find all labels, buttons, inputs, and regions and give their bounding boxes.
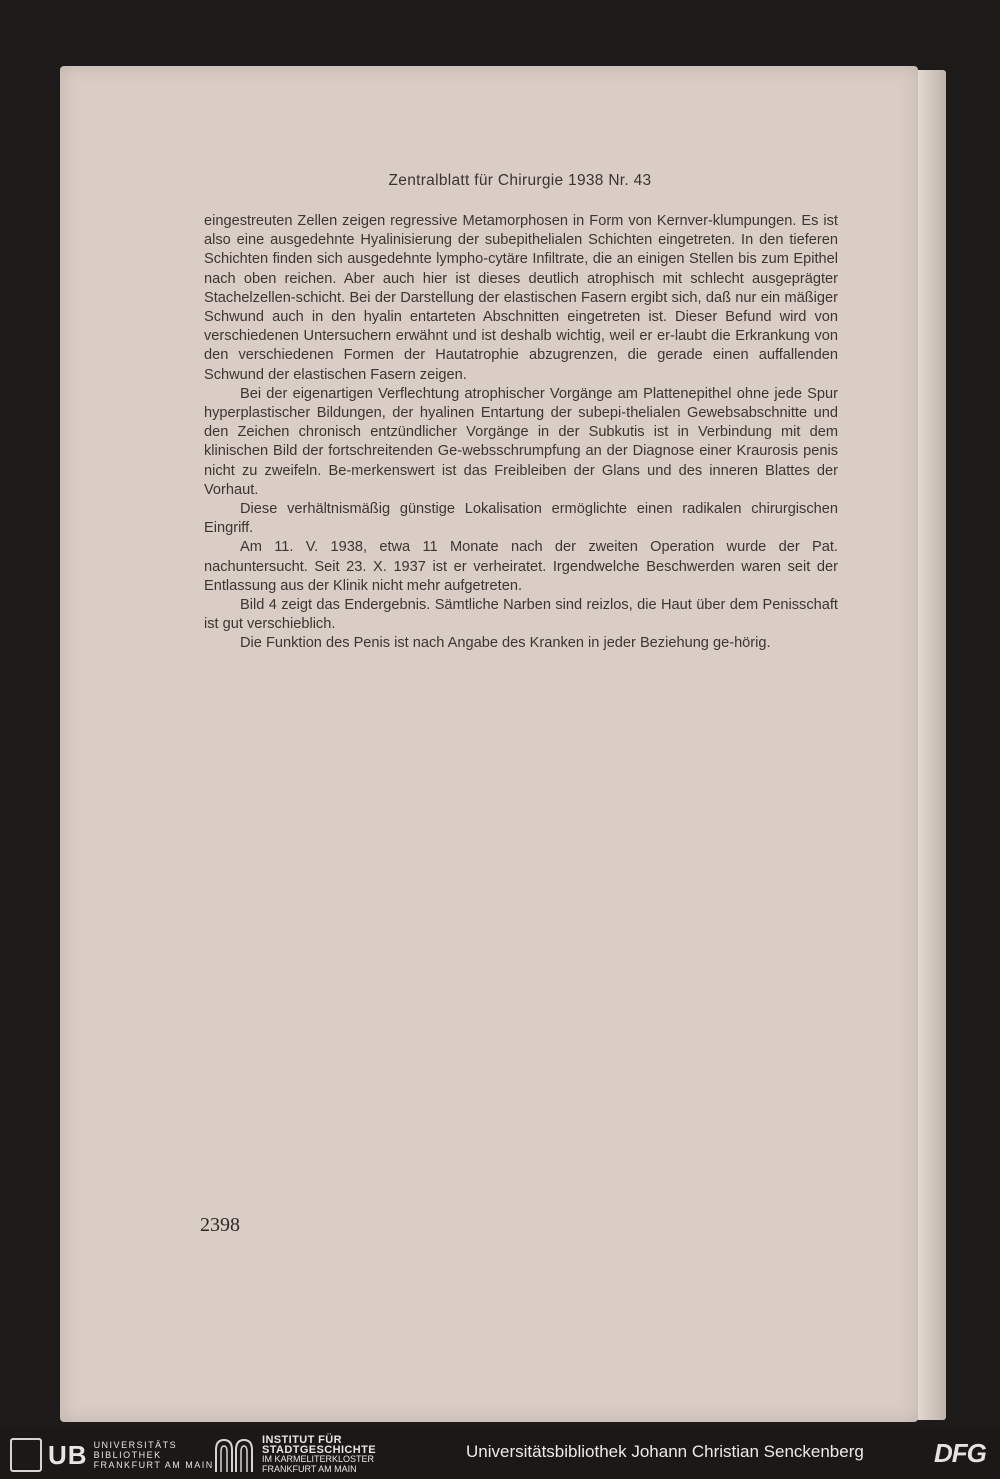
paragraph: Diese verhältnismäßig günstige Lokalisation ermöglichte einen radikalen chirurgischen Eingriff. [204,501,838,537]
paragraph: Die Funktion des Penis ist nach Angabe des Kranken in jeder Beziehung ge-hörig. [240,635,771,652]
page-number: 2398 [200,1214,240,1236]
library-name: Universitätsbibliothek Johann Christian Senckenberg [466,1442,864,1461]
body-text [204,212,838,654]
paragraph: Am 11. V. 1938, etwa 11 Monate nach der zweiten Operation wurde der Pat. nachuntersucht. Seit 23. X. 1937 ist er verheiratet. Irgendwelche Beschwerden waren seit der Entlassung aus der Klinik nicht mehr aufgetreten. [204,539,838,594]
running-head: Zentralblatt für Chirurgie 1938 Nr. 43 [388,172,652,189]
paragraph: Bei der eigenartigen Verflechtung atrophischer Vorgänge am Plattenepithel ohne jede Spur hyperplastischer Bildungen, der hyalinen Entartung der subepi-thelialen Gewebsabschnitte und den Zeichen chronisch entzündlicher Vorgänge in der Subkutis ist in Verbindung mit dem klinischen Bild der fortschreitenden Ge-websschrumpfung an der Diagnose einer Kraurosis penis nicht zu zweifeln. Be-merkenswert ist das Freibleiben der Glans und des inneren Blattes der Vorhaut. [204,385,838,498]
paragraph: eingestreuten Zellen zeigen regressive Metamorphosen in Form von Kernver-klumpungen. Es ist also eine ausgedehnte Hyalinisierung der subepithelialen Schichten eingetreten. In den tieferen Schichten finden sich ausgedehnte lympho-cytäre Infiltrate, die an einigen Stellen bis zum Epithel nach oben reichen. Aber auch hier ist dieses deutlich atrophisch mit schlecht ausgeprägter Stachelzellen-schicht. Bei der Darstellung der elastischen Fasern ergibt sich, daß nur ein mäßiger Schwund auch in den hyalin entarteten Abschnitten eingetreten ist. Dieser Befund wird von verschiedenen Untersuchern erwähnt und ist deshalb wichtig, weil er er-laubt die Erkrankung von den verschiedenen Formen der Hautatrophie abzugrenzen, die gerade einen auffallenden Schwund der elastischen Fasern zeigen. [204,213,838,383]
dfg-logo[interactable]: DFG [934,1438,986,1468]
ub-wordmark: UNIVERSITÄTS BIBLIOTHEK FRANKFURT AM MAIN [93,1440,214,1470]
igs-wordmark: INSTITUT FÜR STADTGESCHICHTE IM KARMELITERKLOSTER FRANKFURT AM MAIN [262,1434,376,1474]
ub-mark: UB [48,1439,88,1470]
paragraph: Bild 4 zeigt das Endergebnis. Sämtliche Narben sind reizlos, die Haut über dem Penisschaft ist gut verschieblich. [204,597,838,633]
viewer-footer [0,1428,1000,1479]
arches-icon [214,1438,254,1472]
seal-icon [10,1438,42,1472]
igs-logo[interactable] [214,1436,376,1474]
ub-logo[interactable] [10,1438,214,1472]
